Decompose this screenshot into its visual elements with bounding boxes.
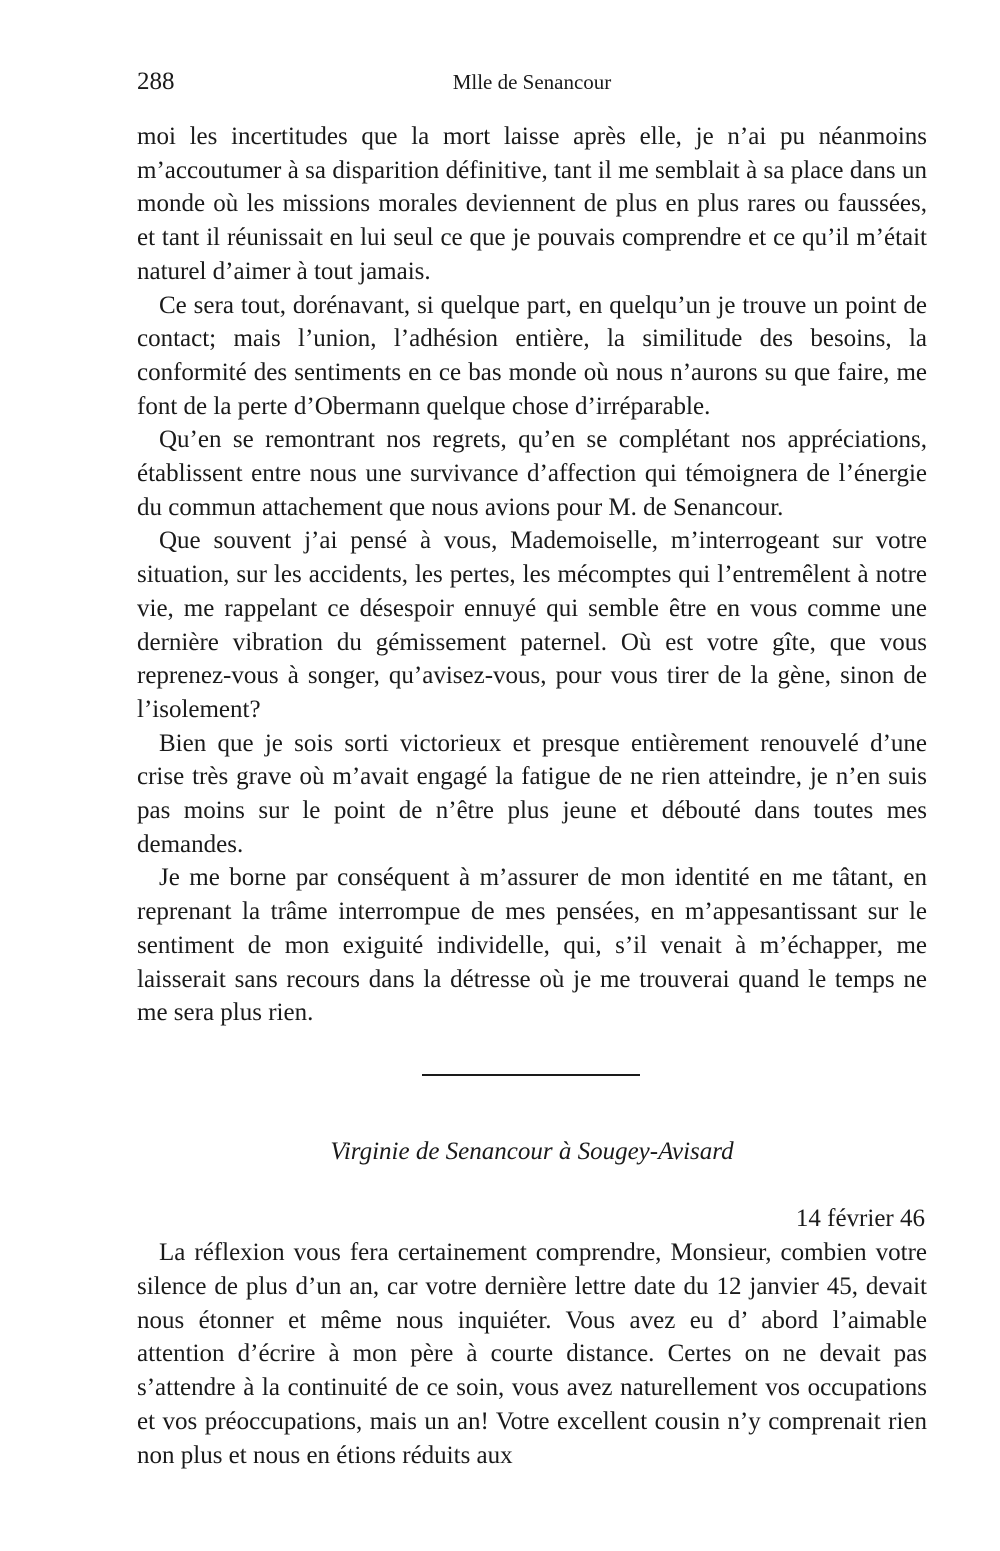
letter-text: [137, 1236, 927, 1473]
section-divider: [422, 1074, 640, 1076]
paragraph-continuation: moi les incertitudes que la mort laisse après elle, je n’ai pu néanmoins m’accoutumer à sa disparition définitive, tant il me semblait à sa place dans un monde où les missions morales deviennent de plus en plus rares ou faussées, et tant il réunissait en lui seul ce que je pouvais comprendre et ce qu’il m’était naturel d’aimer à tout jamais.: [137, 123, 927, 285]
letter-date: 14 février 46: [795, 1205, 925, 1232]
body-text: [137, 120, 927, 1030]
letter-heading: Virginie de Senancour à Sougey-Avisard: [330, 1138, 734, 1165]
paragraph: Que souvent j’ai pensé à vous, Mademoiselle, m’interrogeant sur votre situation, sur les accidents, les pertes, les mécomptes qui l’entremêlent à notre vie, me rappelant ce désespoir ennuyé qui semble être en vous comme une dernière vibration du gémissement paternel. Où est votre gîte, que vous reprenez-vous à songer, qu’avisez-vous, pour vous tirer de la gène, sinon de l’isolement?: [137, 527, 927, 723]
paragraph: Qu’en se remontrant nos regrets, qu’en se complétant nos appréciations, établissent entre nous une survivance d’affection qui témoignera de l’énergie du commun attachement que nous avions pour M. de Senancour.: [137, 426, 927, 521]
running-title: Mlle de Senancour: [452, 70, 612, 94]
letter-paragraph: La réflexion vous fera certainement comprendre, Monsieur, combien votre silence de plus d’un an, car votre dernière lettre date du 12 janvier 45, devait nous étonner et même nous inquiéter. Vous avez eu d’ abord l’aimable attention d’écrire à mon père à courte distance. Certes on ne devait pas s’attendre à la continuité de ce soin, vous avez naturellement vos occupations et vos préoccupations, mais un an! Votre excellent cousin n’y comprenait rien non plus et nous en étions réduits aux: [137, 1239, 927, 1469]
paragraph: Bien que je sois sorti victorieux et presque entièrement renouvelé d’une crise très grave où m’avait engagé la fatigue de ne rien atteindre, je n’en suis pas moins sur le point de n’être plus jeune et débouté dans toutes mes demandes.: [137, 729, 927, 858]
running-head: [137, 66, 927, 106]
page-number: 288: [137, 68, 175, 95]
paragraph: Je me borne par conséquent à m’assurer de mon identité en me tâtant, en reprenant la trâme interrompue de mes pensées, en m’appesantissant sur le sentiment de mon exiguité individelle, qui, s’il venait à m’échapper, me laisserait sans recours dans la détresse où je me trouverai quand le temps ne me sera plus rien.: [137, 864, 927, 1027]
paragraph: Ce sera tout, dorénavant, si quelque part, en quelqu’un je trouve un point de contact; mais l’union, l’adhésion entière, la similitude des besoins, la conformité des sentiments en ce bas monde où nous n’aurons su que faire, me font de la perte d’Obermann quelque chose d’irréparable.: [137, 291, 927, 420]
